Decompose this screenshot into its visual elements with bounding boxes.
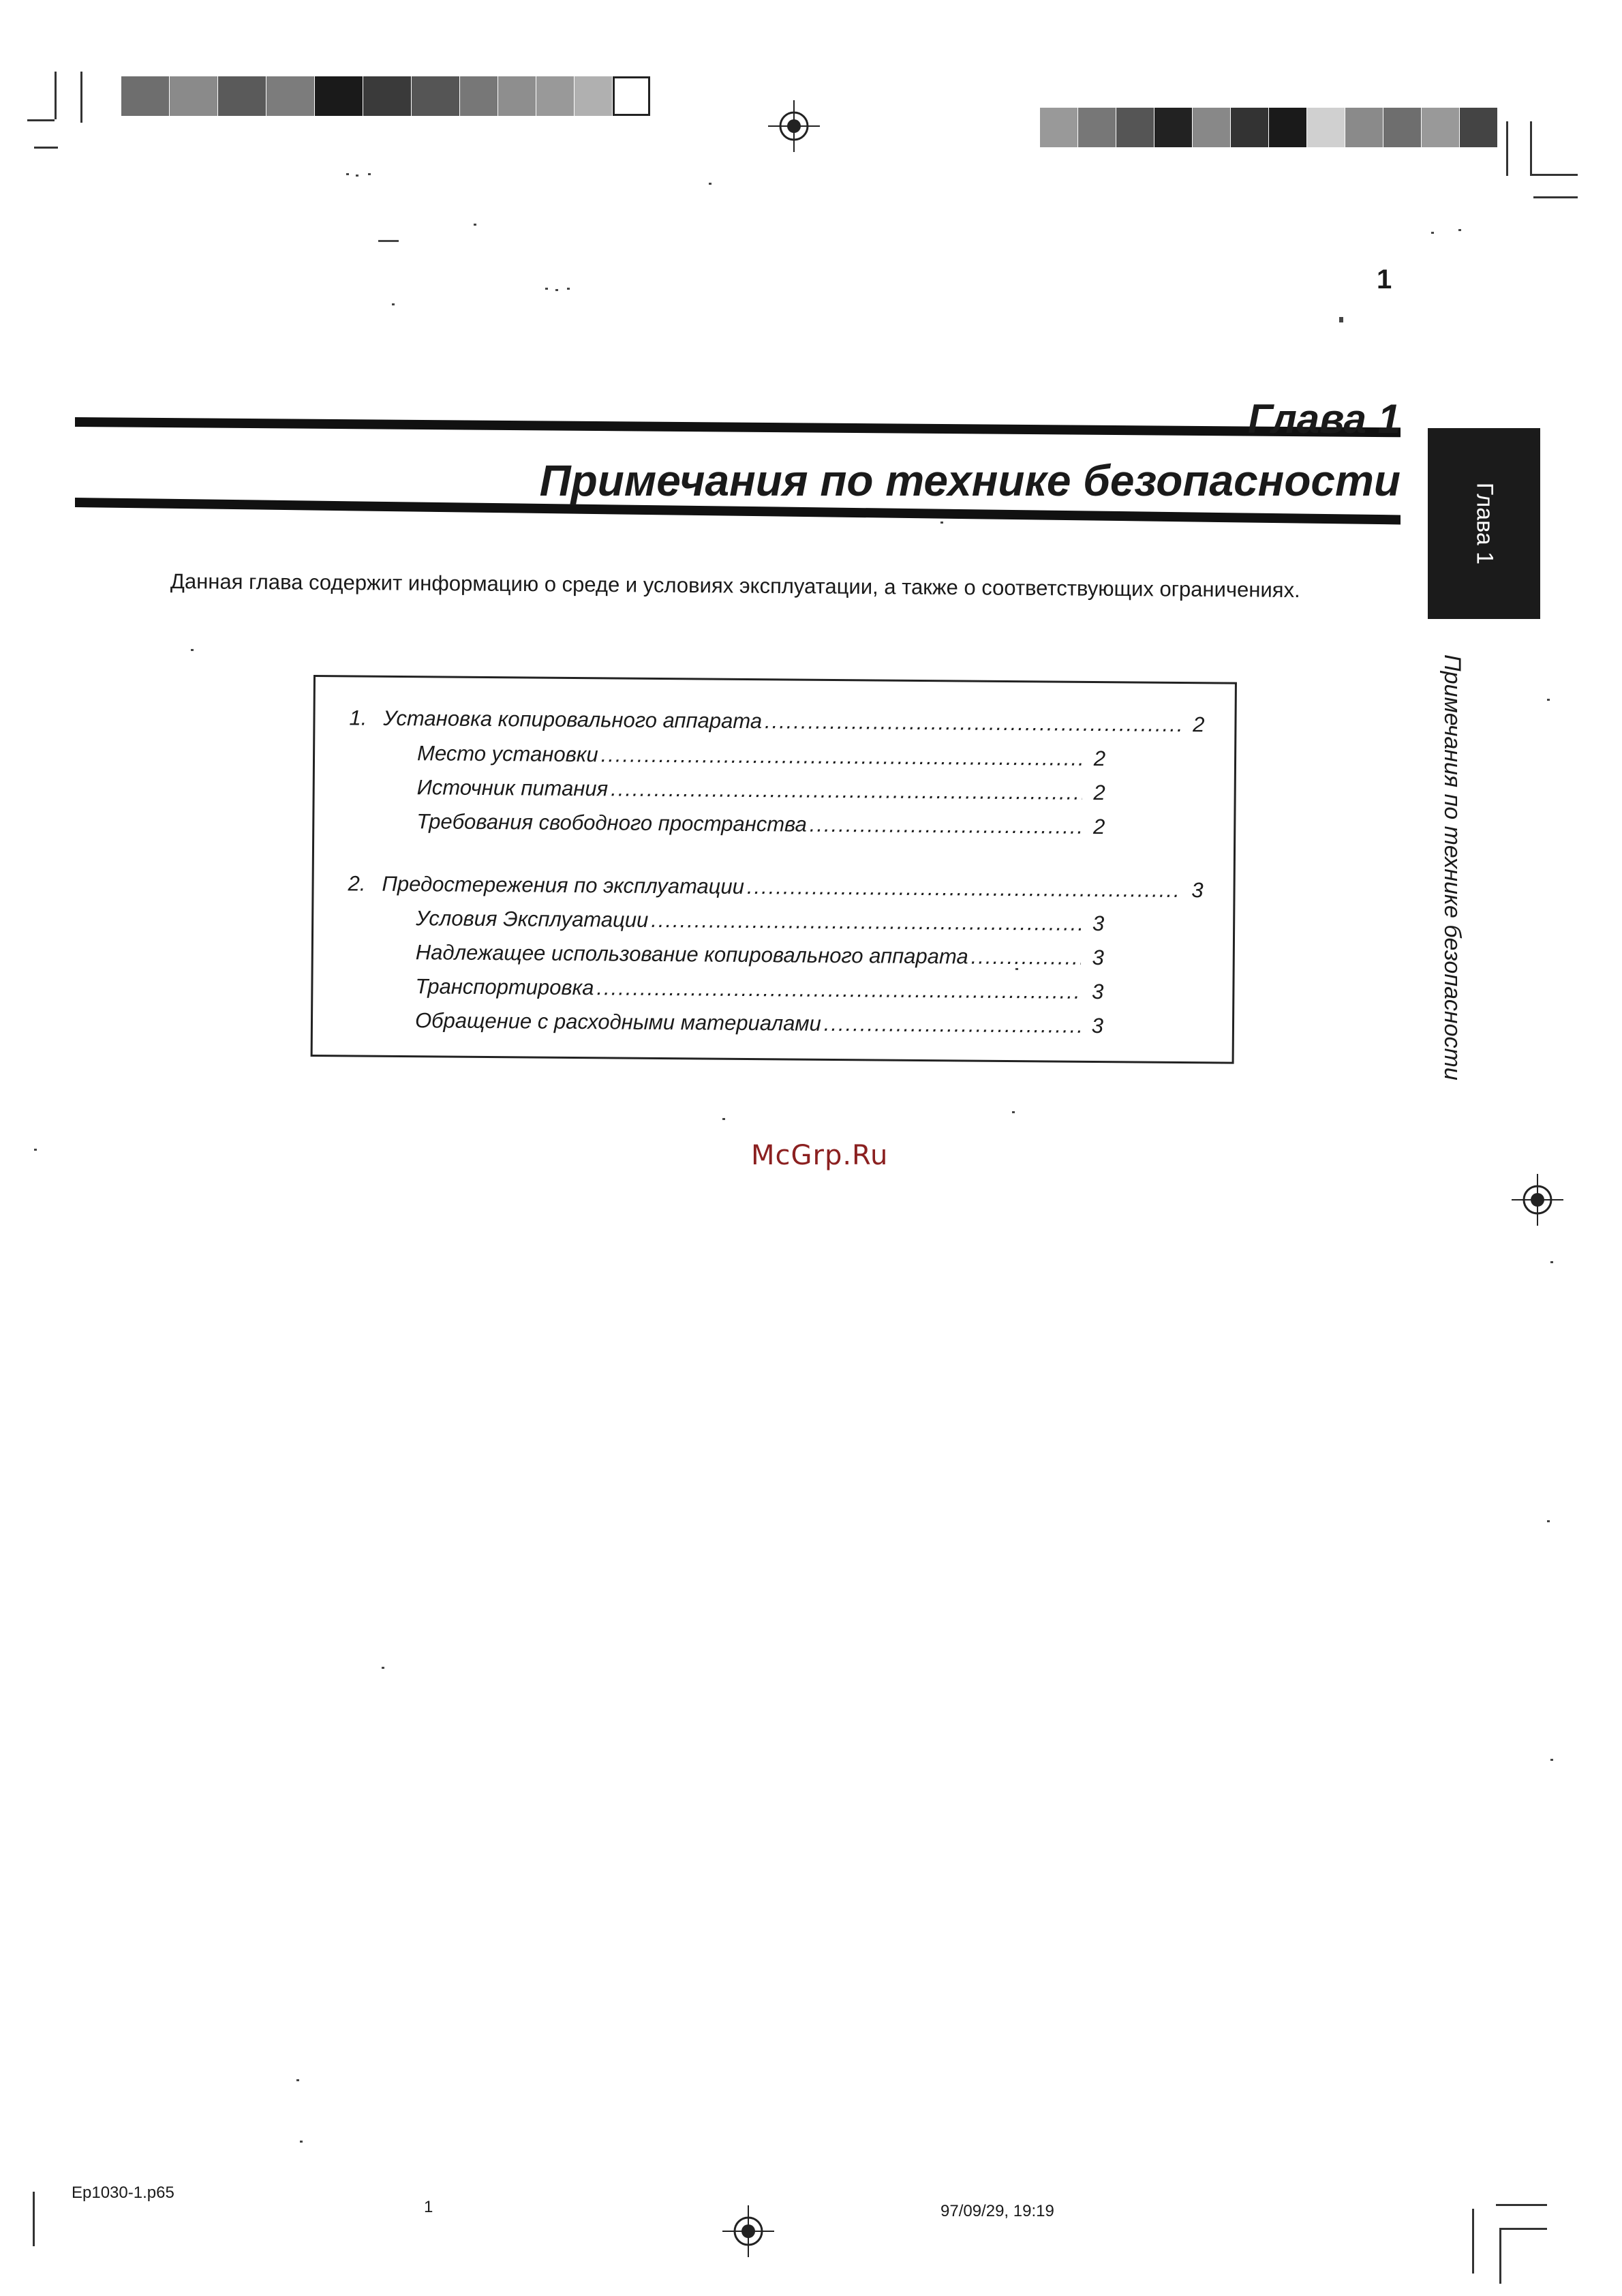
toc-leader [810, 813, 1082, 839]
crop-mark [1533, 196, 1578, 198]
toc-section-number: 1. [349, 706, 367, 730]
registration-mark-icon [768, 100, 820, 152]
crop-mark [1530, 121, 1532, 176]
toc-item-title: Транспортировка [415, 974, 594, 1000]
toc-leader [596, 976, 1080, 1004]
toc-item-title: Условия Эксплуатации [416, 906, 649, 932]
crop-mark [27, 119, 55, 121]
toc-page-number: 3 [1092, 945, 1104, 970]
crop-mark [1506, 121, 1508, 176]
toc-item-title: Обращение с расходными материалами [414, 1008, 822, 1036]
chapter-label: Глава 1 [1247, 396, 1401, 442]
crop-mark [1530, 174, 1578, 176]
toc-item-title: Место установки [416, 741, 598, 767]
toc-section-title: Предостережения по эксплуатации [382, 871, 745, 898]
table-of-contents [311, 675, 1237, 1064]
toc-section[interactable] [349, 706, 1204, 737]
side-chapter-title: Примечания по технике безопасности [1439, 654, 1465, 1081]
toc-section-number: 2. [348, 871, 366, 896]
chapter-side-tab [1428, 428, 1540, 619]
toc-leader [824, 1012, 1080, 1038]
crop-mark [1496, 2204, 1547, 2206]
toc-item[interactable] [417, 741, 1105, 771]
toc-page-number: 2 [1093, 746, 1106, 771]
toc-item[interactable] [415, 974, 1103, 1004]
toc-item[interactable] [417, 775, 1105, 805]
footer-page-number: 1 [424, 2198, 433, 2216]
toc-leader [747, 875, 1180, 903]
intro-paragraph: Данная глава содержит информацию о среде и условиях эксплуатации, а также о соответствующих ограничениях. [170, 569, 1300, 603]
toc-page-number: 2 [1093, 780, 1105, 805]
toc-page-number: 2 [1092, 814, 1105, 839]
page-number-top: 1 [1377, 265, 1392, 294]
toc-item-title: Надлежащее использование копировального аппарата [415, 940, 968, 969]
crop-mark [1472, 2209, 1474, 2274]
toc-leader [601, 742, 1083, 771]
toc-page-number: 3 [1091, 1013, 1104, 1038]
toc-leader [611, 776, 1082, 804]
toc-section[interactable] [348, 871, 1203, 903]
crop-mark [1499, 2229, 1501, 2284]
toc-page-number: 3 [1091, 979, 1104, 1004]
toc-item[interactable] [416, 906, 1104, 936]
toc-page-number: 2 [1193, 712, 1205, 737]
color-bar-right [1040, 108, 1498, 147]
side-tab-label: Глава 1 [1471, 482, 1497, 565]
toc-item[interactable] [416, 809, 1105, 839]
toc-leader [971, 945, 1081, 970]
crop-mark [55, 72, 57, 119]
toc-leader [651, 908, 1081, 936]
chapter-title: Примечания по технике безопасности [539, 456, 1401, 505]
registration-mark-icon [722, 2205, 774, 2257]
registration-mark-icon [1512, 1174, 1563, 1226]
footer-filename: Ep1030-1.p65 [72, 2184, 174, 2202]
header-rule-top [75, 417, 1401, 437]
toc-section-title: Установка копировального аппарата [383, 706, 763, 734]
crop-mark [80, 72, 82, 123]
crop-mark [33, 2192, 35, 2246]
toc-item-title: Источник питания [416, 775, 609, 801]
toc-item-title: Требования свободного пространства [416, 809, 807, 836]
crop-mark [34, 147, 58, 149]
footer-datetime: 97/09/29, 19:19 [940, 2202, 1054, 2220]
toc-leader [765, 709, 1182, 737]
color-bar-left [121, 76, 650, 116]
toc-item[interactable] [415, 1008, 1103, 1038]
toc-page-number: 3 [1092, 911, 1105, 936]
crop-mark [1499, 2228, 1547, 2230]
toc-page-number: 3 [1191, 878, 1204, 903]
watermark: McGrp.Ru [751, 1140, 889, 1171]
toc-item[interactable] [416, 940, 1104, 970]
